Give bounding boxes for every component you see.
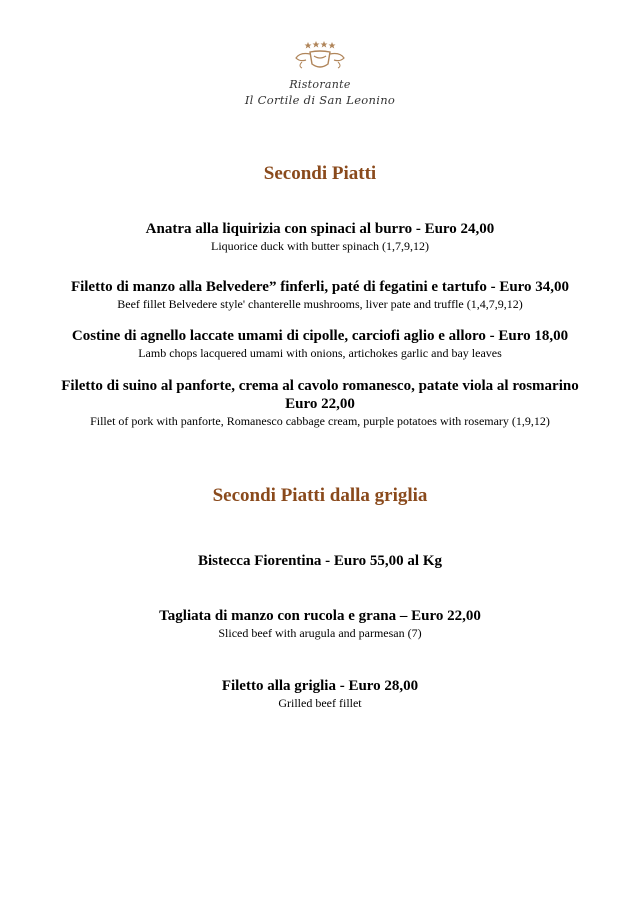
dish-description: Beef fillet Belvedere style' chanterelle mushrooms, liver pate and truffle (1,4,7,9,12) [117,297,523,311]
dish-name: Anatra alla liquirizia con spinaci al burro - Euro 24,00 [145,221,495,237]
dish-description: Sliced beef with arugula and parmesan (7) [218,626,422,640]
menu-item [20,677,620,711]
logo-text-restaurant-name: Il Cortile di San Leonino [244,93,396,107]
dish-description: Liquorice duck with butter spinach (1,7,9,12) [211,239,429,253]
dish-name: Filetto di manzo alla Belvedere” finferli, paté di fegatini e tartufo - Euro 34,00 [70,279,570,295]
dish-name: Tagliata di manzo con rucola e grana – Euro 22,00 [159,608,481,624]
menu-item [20,327,620,361]
dish-name: Filetto di suino al panforte, crema al cavolo romanesco, patate viola al rosmarino [61,378,579,394]
menu-item [20,607,620,641]
dish-description: Fillet of pork with panforte, Romanesco cabbage cream, purple potatoes with rosemary (1,9,12) [90,414,550,428]
dish-name: Costine di agnello laccate umami di cipolle, carciofi aglio e alloro - Euro 18,00 [71,328,569,344]
dish-description: Lamb chops lacquered umami with onions, artichokes garlic and bay leaves [138,346,502,360]
menu-item [20,552,620,570]
dish-price: Euro 22,00 [285,396,355,412]
logo-text-ristorante: Ristorante [289,78,351,91]
crest-with-stars-icon [288,38,352,74]
menu-item [20,220,620,254]
dish-name: Bistecca Fiorentina - Euro 55,00 al Kg [197,553,442,569]
dish-description: Grilled beef fillet [278,696,362,710]
menu-item [20,278,620,312]
menu-item [20,377,620,429]
section-title-secondi-griglia: Secondi Piatti dalla griglia [212,485,428,506]
dish-name: Filetto alla griglia - Euro 28,00 [221,678,419,694]
section-title-secondi-piatti: Secondi Piatti [263,163,377,184]
restaurant-logo [0,38,640,107]
